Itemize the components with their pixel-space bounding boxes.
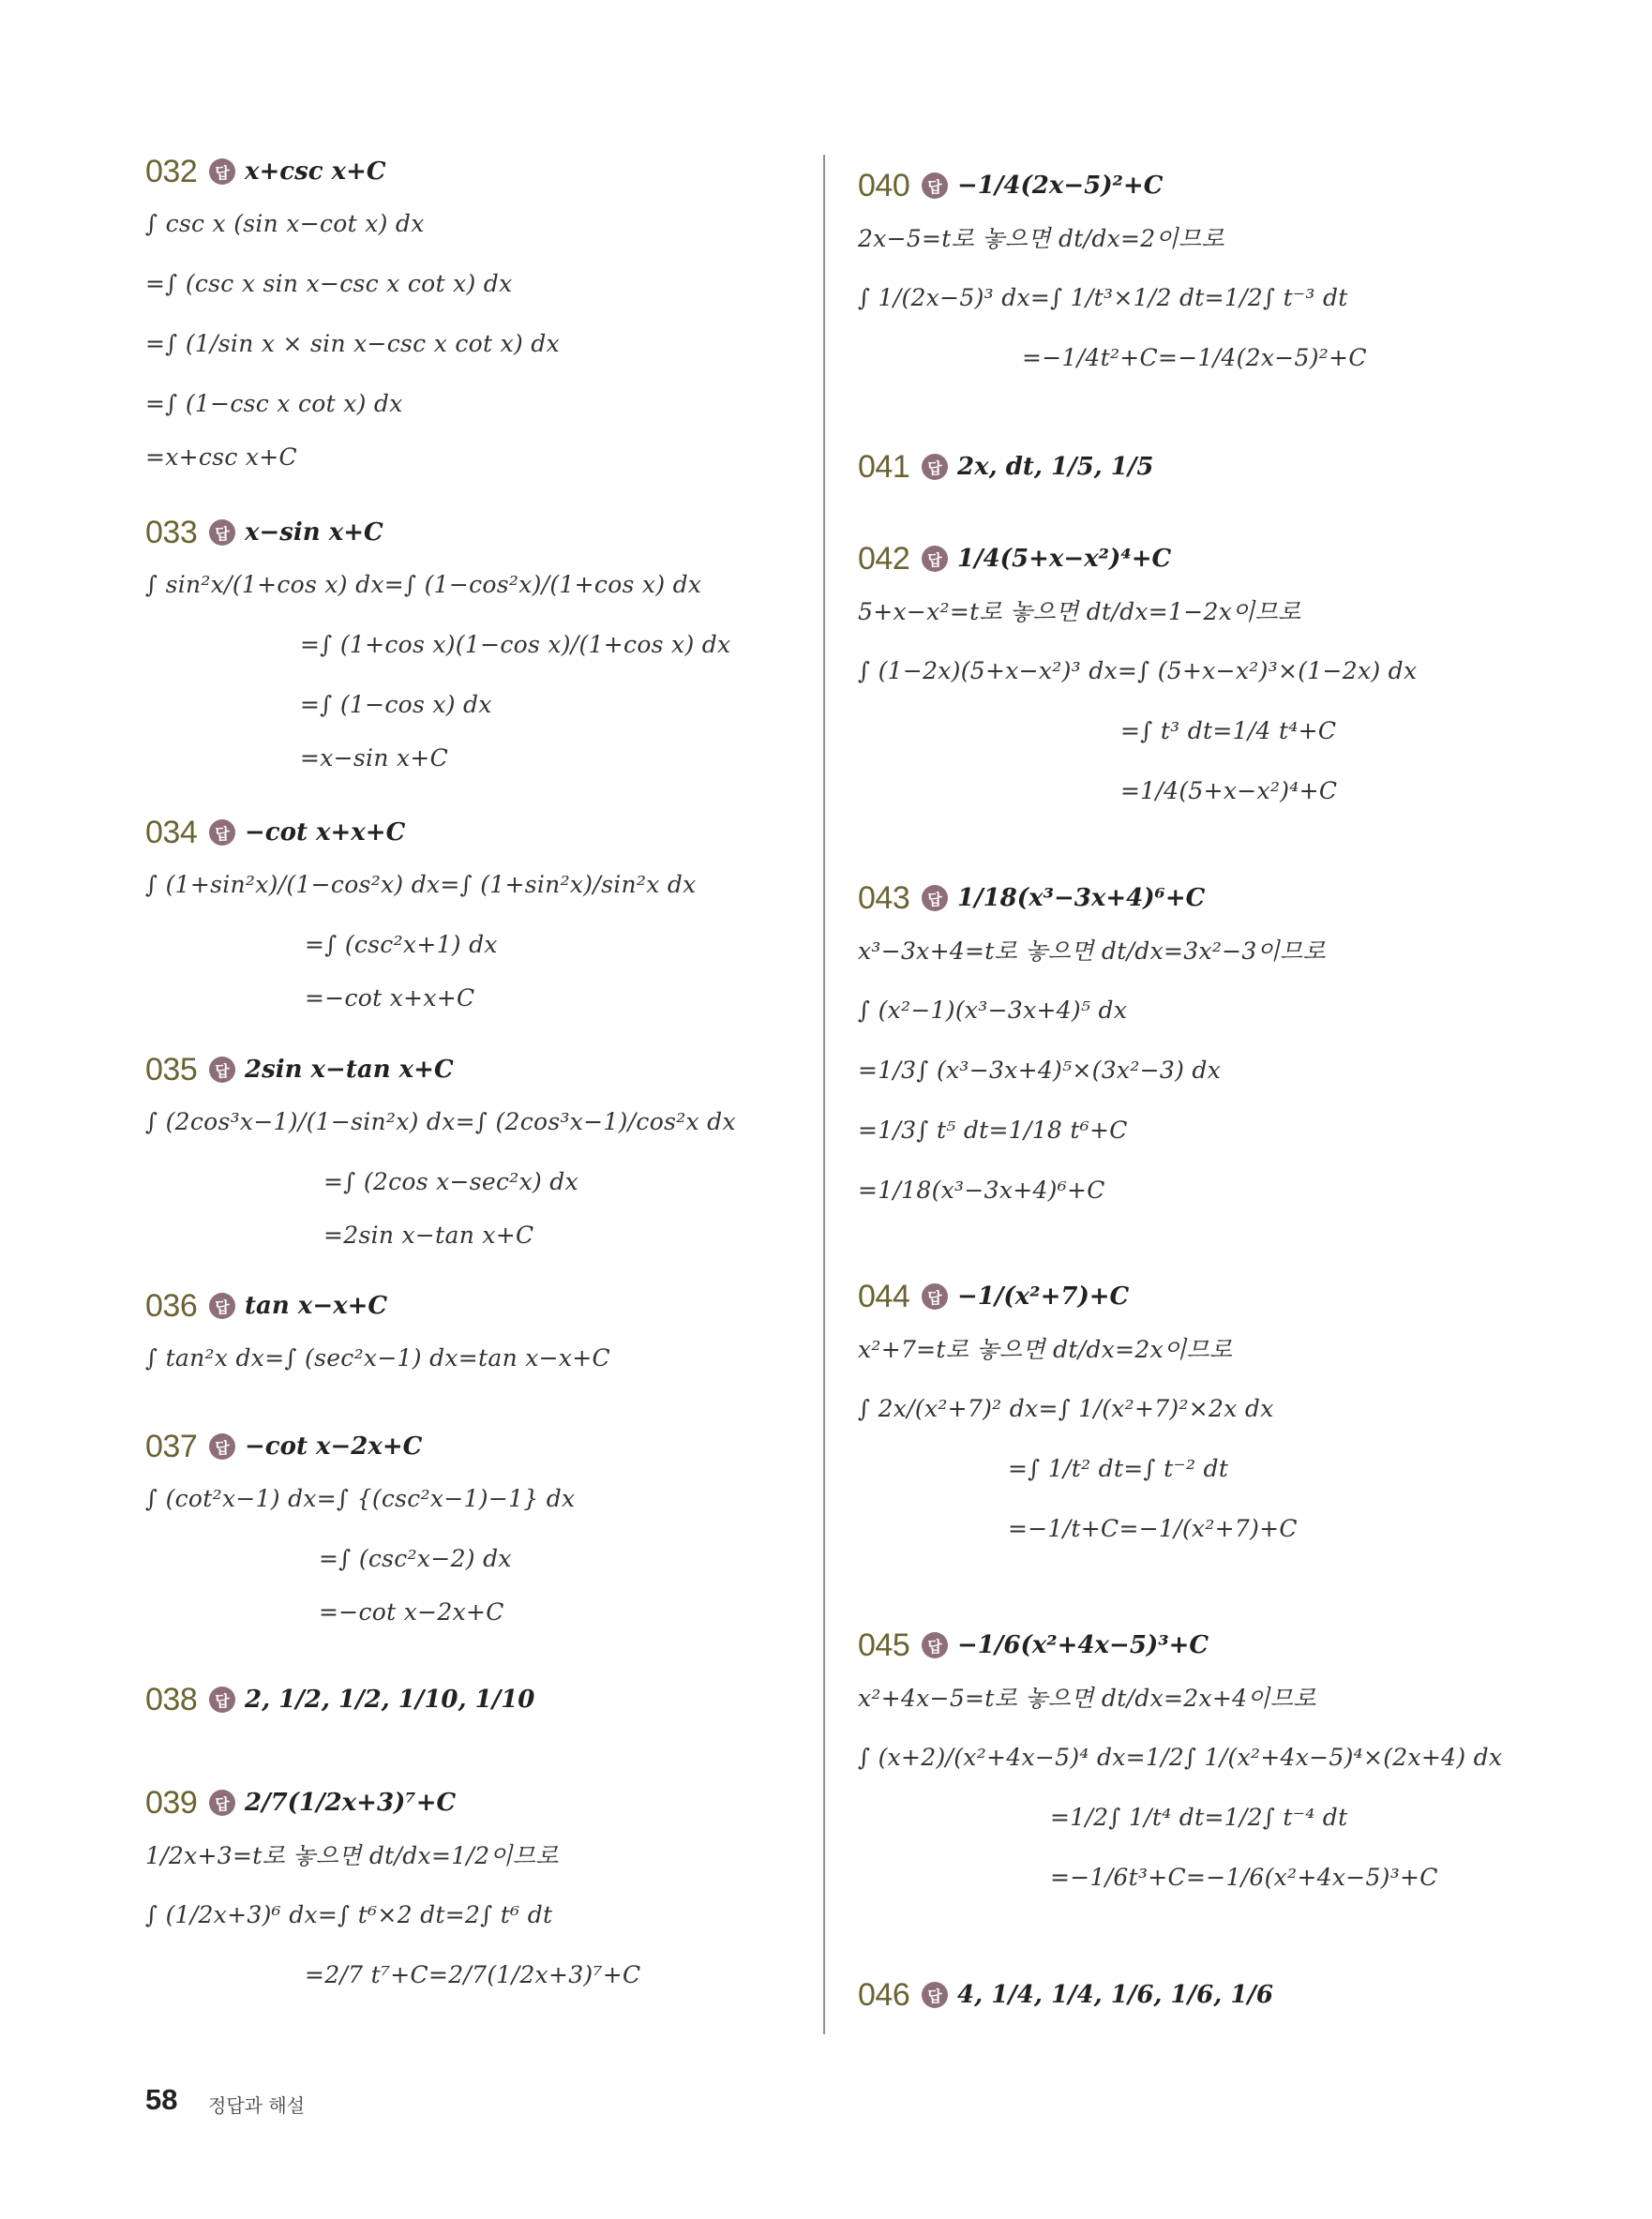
solution-line: x²+7=t로 놓으면 dt/dx=2x이므로: [858, 1336, 1233, 1363]
answer-text: 1/4(5+x−x²)⁴+C: [957, 545, 1172, 573]
answer-badge: 답: [922, 454, 948, 480]
answer-badge: 답: [209, 1293, 235, 1319]
problem-number: 045: [858, 1627, 910, 1663]
answer-badge: 답: [209, 158, 235, 185]
solution-line: ∫ tan²x dx=∫ (sec²x−1) dx=tan x−x+C: [145, 1343, 610, 1372]
solution-line: =∫ (csc²x−2) dx: [319, 1544, 512, 1572]
solution-line: 5+x−x²=t로 놓으면 dt/dx=1−2x이므로: [858, 598, 1301, 625]
problem-head: [145, 1284, 802, 1327]
answer-badge: 답: [922, 172, 948, 199]
solution-line: 2x−5=t로 놓으면 dt/dx=2이므로: [858, 225, 1224, 252]
problem-number: 034: [145, 814, 198, 850]
problem-number: 037: [145, 1428, 198, 1464]
problem-head: [858, 445, 1514, 488]
problem-number: 044: [858, 1278, 910, 1314]
solution-line: =2sin x−tan x+C: [323, 1221, 534, 1249]
problem-041: [858, 445, 1514, 488]
problem-number: 046: [858, 1976, 910, 2013]
solution-line: =1/2∫ 1/t⁴ dt=1/2∫ t⁻⁴ dt: [1050, 1803, 1348, 1831]
answer-text: tan x−x+C: [245, 1292, 388, 1320]
solution-line: =∫ (1−csc x cot x) dx: [145, 389, 403, 417]
problem-042: [858, 537, 1514, 820]
answer-badge: 답: [209, 1057, 235, 1083]
solution-line: =∫ t³ dt=1/4 t⁴+C: [1120, 716, 1337, 744]
answer-badge: 답: [209, 1433, 235, 1460]
solution-line: =∫ (1−cos x) dx: [300, 690, 492, 718]
problem-038: [145, 1678, 802, 1721]
solution-line: =1/4(5+x−x²)⁴+C: [1120, 776, 1338, 804]
problem-head: [145, 1781, 802, 1824]
answer-text: 4, 1/4, 1/4, 1/6, 1/6, 1/6: [957, 1981, 1273, 2009]
answer-text: −cot x+x+C: [245, 818, 406, 847]
page-number: 58: [145, 2083, 178, 2116]
column-divider: [823, 155, 825, 2034]
solution-line: ∫ (cot²x−1) dx=∫ {(csc²x−1)−1} dx: [145, 1484, 576, 1512]
solution-line: ∫ 2x/(x²+7)² dx=∫ 1/(x²+7)²×2x dx: [858, 1394, 1274, 1422]
problem-037: [145, 1425, 802, 1635]
problem-032: [145, 150, 802, 480]
answer-text: −1/(x²+7)+C: [957, 1282, 1130, 1311]
problem-head: [145, 811, 802, 854]
solution-line: ∫ sin²x/(1+cos x) dx=∫ (1−cos²x)/(1+cos x) dx: [145, 570, 702, 598]
problem-head: [145, 1048, 802, 1091]
answer-badge: 답: [922, 1982, 948, 2008]
solution-line: =1/3∫ (x³−3x+4)⁵×(3x²−3) dx: [858, 1056, 1222, 1084]
solution-line: =−cot x+x+C: [305, 983, 475, 1012]
answer-text: 2/7(1/2x+3)⁷+C: [245, 1789, 457, 1817]
problem-number: 032: [145, 153, 198, 189]
problem-head: [858, 1275, 1514, 1318]
problem-number: 039: [145, 1784, 198, 1821]
problem-number: 040: [858, 167, 910, 203]
problem-number: 033: [145, 514, 198, 550]
solution-line: ∫ csc x (sin x−cot x) dx: [145, 209, 425, 237]
solution-line: ∫ (1−2x)(5+x−x²)³ dx=∫ (5+x−x²)³×(1−2x) dx: [858, 656, 1418, 684]
answer-text: −1/4(2x−5)²+C: [957, 172, 1164, 200]
solution-line: =∫ (1/sin x × sin x−csc x cot x) dx: [145, 329, 561, 357]
problem-045: [858, 1624, 1514, 1907]
answer-badge: 답: [922, 1283, 948, 1310]
problem-head: [858, 877, 1514, 920]
solution-line: ∫ (2cos³x−1)/(1−sin²x) dx=∫ (2cos³x−1)/cos²x dx: [145, 1107, 736, 1135]
answer-badge: 답: [922, 546, 948, 572]
problem-040: [858, 164, 1514, 387]
problem-head: [858, 164, 1514, 207]
problem-036: [145, 1284, 802, 1387]
answer-text: 2, 1/2, 1/2, 1/10, 1/10: [245, 1686, 535, 1714]
solution-line: x²+4x−5=t로 놓으면 dt/dx=2x+4이므로: [858, 1685, 1316, 1712]
answer-text: 2sin x−tan x+C: [245, 1056, 454, 1084]
solution-line: ∫ (1+sin²x)/(1−cos²x) dx=∫ (1+sin²x)/sin²x dx: [145, 870, 697, 898]
answer-badge: 답: [922, 1632, 948, 1658]
solution-line: =∫ (1+cos x)(1−cos x)/(1+cos x) dx: [300, 630, 731, 658]
problem-number: 042: [858, 540, 910, 577]
problem-034: [145, 811, 802, 1021]
problem-035: [145, 1048, 802, 1258]
problem-043: [858, 877, 1514, 1220]
problem-033: [145, 511, 802, 781]
problem-number: 035: [145, 1051, 198, 1087]
answer-text: 2x, dt, 1/5, 1/5: [957, 453, 1154, 481]
solution-line: =1/3∫ t⁵ dt=1/18 t⁶+C: [858, 1116, 1128, 1144]
solution-line: ∫ (x+2)/(x²+4x−5)⁴ dx=1/2∫ 1/(x²+4x−5)⁴×(2x+4) dx: [858, 1743, 1503, 1771]
solution-line: =−1/t+C=−1/(x²+7)+C: [1008, 1514, 1298, 1542]
solution-line: =∫ (2cos x−sec²x) dx: [323, 1167, 579, 1195]
problem-head: [858, 1624, 1514, 1667]
solution-line: ∫ 1/(2x−5)³ dx=∫ 1/t³×1/2 dt=1/2∫ t⁻³ dt: [858, 283, 1348, 311]
answer-text: 1/18(x³−3x+4)⁶+C: [957, 884, 1206, 912]
answer-badge: 답: [209, 819, 235, 846]
solution-line: =∫ (csc x sin x−csc x cot x) dx: [145, 269, 513, 297]
answer-badge: 답: [209, 1790, 235, 1816]
problem-head: [145, 511, 802, 554]
solution-line: =−cot x−2x+C: [319, 1597, 504, 1626]
answer-text: −cot x−2x+C: [245, 1432, 423, 1461]
solution-line: ∫ (x²−1)(x³−3x+4)⁵ dx: [858, 996, 1128, 1024]
problem-head: [858, 537, 1514, 580]
problem-head: [858, 1973, 1514, 2017]
solution-line: ∫ (1/2x+3)⁶ dx=∫ t⁶×2 dt=2∫ t⁶ dt: [145, 1900, 553, 1928]
solution-line: x³−3x+4=t로 놓으면 dt/dx=3x²−3이므로: [858, 937, 1326, 965]
answer-badge: 답: [209, 1687, 235, 1713]
solution-line: =x−sin x+C: [300, 743, 449, 772]
solution-line: =∫ 1/t² dt=∫ t⁻² dt: [1008, 1454, 1229, 1482]
page-section-label: 정답과 해설: [208, 2094, 305, 2117]
solution-line: =∫ (csc²x+1) dx: [305, 930, 498, 958]
solution-line: =−1/6t³+C=−1/6(x²+4x−5)³+C: [1050, 1863, 1438, 1891]
solution-line: =−1/4t²+C=−1/4(2x−5)²+C: [1022, 343, 1367, 371]
problem-046: [858, 1973, 1514, 2017]
answer-badge: 답: [209, 519, 235, 546]
solution-line: =1/18(x³−3x+4)⁶+C: [858, 1176, 1105, 1204]
solution-line: 1/2x+3=t로 놓으면 dt/dx=1/2이므로: [145, 1842, 559, 1869]
problem-044: [858, 1275, 1514, 1558]
answer-text: x+csc x+C: [245, 157, 386, 186]
problem-number: 041: [858, 448, 910, 485]
problem-head: [145, 150, 802, 193]
solution-line: =2/7 t⁷+C=2/7(1/2x+3)⁷+C: [305, 1960, 641, 1988]
problem-039: [145, 1781, 802, 2004]
problem-head: [145, 1425, 802, 1468]
problem-number: 038: [145, 1681, 198, 1717]
problem-head: [145, 1678, 802, 1721]
answer-text: x−sin x+C: [245, 518, 383, 547]
problem-number: 043: [858, 879, 910, 916]
answer-text: −1/6(x²+4x−5)³+C: [957, 1631, 1209, 1659]
answer-badge: 답: [922, 885, 948, 911]
problem-number: 036: [145, 1287, 198, 1324]
solution-line: =x+csc x+C: [145, 442, 297, 471]
